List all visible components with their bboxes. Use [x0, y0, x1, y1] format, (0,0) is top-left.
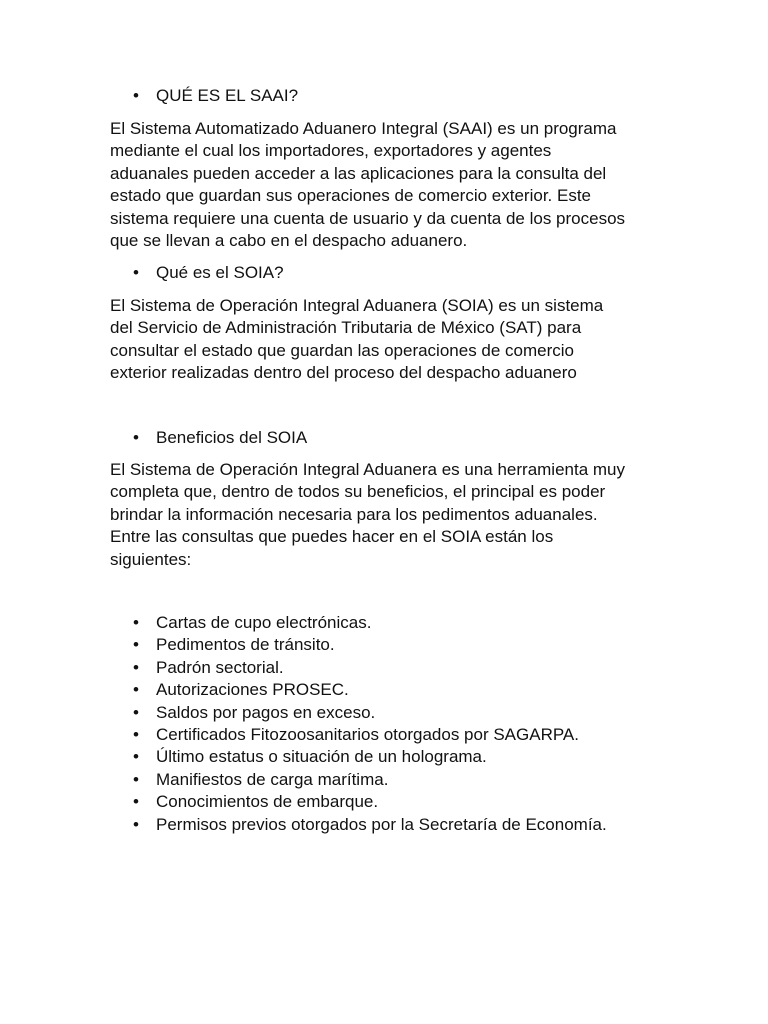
- bullet-icon: •: [133, 263, 139, 282]
- bullet-icon: •: [133, 680, 139, 700]
- paragraph-line: consultar el estado que guardan las operaciones de comercio: [110, 340, 575, 360]
- list-item: [0, 724, 768, 746]
- paragraph-line: El Sistema de Operación Integral Aduanera es una herramienta muy: [110, 460, 626, 479]
- bullet-icon: •: [133, 657, 139, 677]
- paragraph-line: completa que, dentro de todos su beneficios, el principal es poder: [110, 482, 606, 502]
- bullet-icon: •: [133, 724, 139, 744]
- bullet-icon: •: [133, 635, 139, 655]
- list-item-text: Autorizaciones PROSEC.: [156, 680, 349, 700]
- list-item-text: Permisos previos otorgados por la Secretaría de Economía.: [156, 814, 607, 834]
- paragraph-line: brindar la información necesaria para los pedimentos aduanales.: [110, 504, 598, 524]
- bullet-icon: •: [133, 428, 139, 447]
- paragraph-line: que se llevan a cabo en el despacho aduanero.: [110, 230, 468, 250]
- paragraph-line: sistema requiere una cuenta de usuario y da cuenta de los procesos: [110, 208, 626, 228]
- list-item: [0, 702, 768, 724]
- list-item: [0, 814, 768, 836]
- bullet-icon: •: [133, 613, 139, 632]
- paragraph-line: estado que guardan sus operaciones de comercio exterior. Este: [110, 186, 592, 206]
- paragraph-line: del Servicio de Administración Tributaria de México (SAT) para: [110, 318, 582, 338]
- paragraph-beneficios: [110, 459, 670, 571]
- bullet-icon: •: [133, 86, 139, 105]
- list-item: [0, 791, 768, 813]
- paragraph-line: mediante el cual los importadores, exportadores y agentes: [110, 141, 552, 161]
- list-item-text: Manifiestos de carga marítima.: [156, 769, 389, 789]
- list-item: [0, 746, 768, 768]
- list-item-text: Conocimientos de embarque.: [156, 792, 379, 812]
- bullet-icon: •: [133, 769, 139, 789]
- list-item-text: Certificados Fitozoosanitarios otorgados por SAGARPA.: [156, 724, 579, 744]
- section-heading-saai: [0, 85, 768, 107]
- list-item: [0, 612, 768, 634]
- bullet-icon: •: [133, 702, 139, 722]
- section-heading-text: Qué es el SOIA?: [156, 263, 284, 282]
- section-heading-text: QUÉ ES EL SAAI?: [156, 86, 299, 105]
- paragraph-line: siguientes:: [110, 549, 192, 569]
- paragraph-line: El Sistema de Operación Integral Aduanera (SOIA) es un sistema: [110, 296, 604, 315]
- bullet-icon: •: [133, 792, 139, 812]
- list-item-text: Saldos por pagos en exceso.: [156, 702, 376, 722]
- section-heading-text: Beneficios del SOIA: [156, 428, 308, 447]
- paragraph-saai: [110, 118, 670, 252]
- list-item: [0, 769, 768, 791]
- list-item: [0, 679, 768, 701]
- list-item: [0, 634, 768, 656]
- bullet-icon: •: [133, 814, 139, 834]
- paragraph-line: exterior realizadas dentro del proceso del despacho aduanero: [110, 363, 577, 383]
- paragraph-soia: [110, 295, 670, 385]
- paragraph-line: aduanales pueden acceder a las aplicaciones para la consulta del: [110, 163, 607, 183]
- paragraph-line: Entre las consultas que puedes hacer en el SOIA están los: [110, 527, 554, 547]
- list-item-text: Cartas de cupo electrónicas.: [156, 613, 372, 632]
- consultas-list: [0, 612, 768, 836]
- bullet-icon: •: [133, 747, 139, 767]
- list-item-text: Pedimentos de tránsito.: [156, 635, 335, 655]
- list-item-text: Padrón sectorial.: [156, 657, 284, 677]
- list-item: [0, 657, 768, 679]
- section-heading-beneficios: [0, 427, 768, 449]
- list-item-text: Último estatus o situación de un holograma.: [156, 747, 487, 767]
- paragraph-line: El Sistema Automatizado Aduanero Integral (SAAI) es un programa: [110, 119, 617, 138]
- section-heading-soia: [0, 262, 768, 284]
